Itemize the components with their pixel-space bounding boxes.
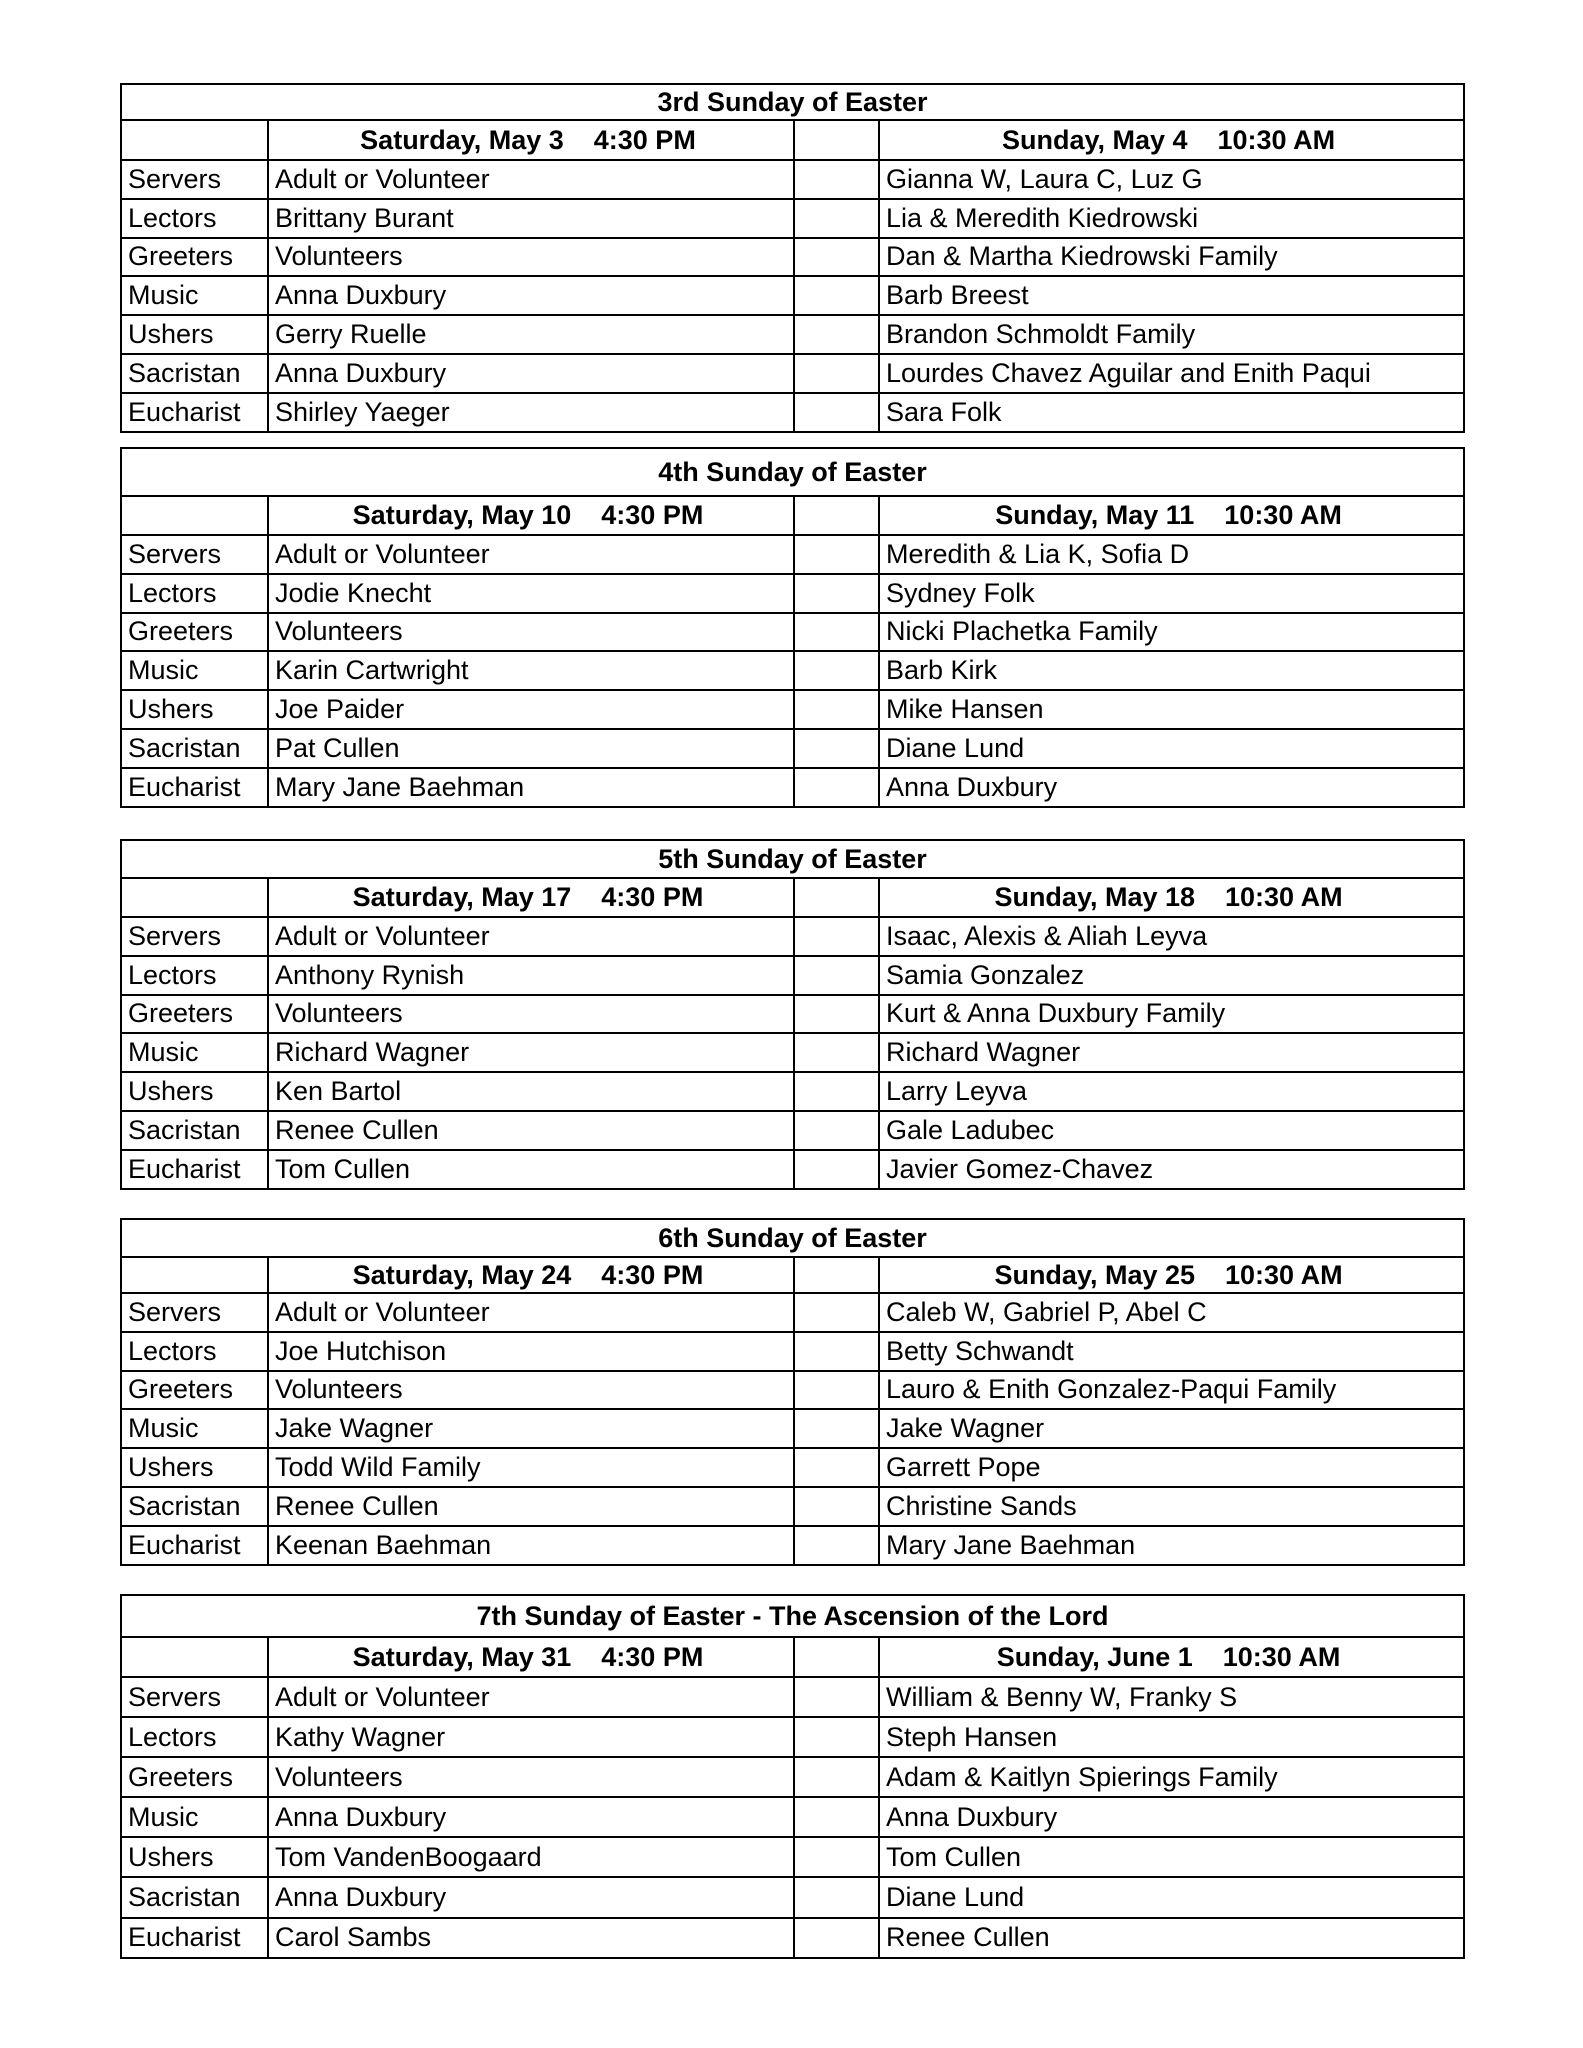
table-row <box>121 315 1464 354</box>
role-label: Sacristan <box>121 1487 268 1526</box>
gap-cell <box>794 238 879 277</box>
schedule-table <box>120 839 1465 1190</box>
gap-cell <box>794 1918 879 1958</box>
role-label: Eucharist <box>121 393 268 432</box>
saturday-assignee: Shirley Yaeger <box>268 393 794 432</box>
saturday-assignee: Karin Cartwright <box>268 651 794 690</box>
week-title: 7th Sunday of Easter - The Ascension of the Lord <box>121 1595 1464 1637</box>
gap-cell <box>794 1526 879 1565</box>
role-label: Sacristan <box>121 1877 268 1917</box>
mass-times-row <box>121 120 1464 160</box>
gap-cell <box>794 1677 879 1717</box>
week-title: 6th Sunday of Easter <box>121 1219 1464 1257</box>
sunday-mass-header <box>879 120 1464 160</box>
sunday-assignee: Nicki Plachetka Family <box>879 613 1464 652</box>
mass-times-row <box>121 1257 1464 1293</box>
table-row <box>121 1409 1464 1448</box>
sunday-date: Sunday, June 1 <box>996 1641 1193 1672</box>
table-row <box>121 613 1464 652</box>
role-label: Greeters <box>121 238 268 277</box>
sunday-time: 10:30 AM <box>1225 1259 1343 1290</box>
gap-cell <box>794 1257 879 1293</box>
role-label: Greeters <box>121 1757 268 1797</box>
role-header-empty <box>121 1257 268 1293</box>
sunday-assignee: Anna Duxbury <box>879 768 1464 807</box>
sunday-assignee: Javier Gomez-Chavez <box>879 1150 1464 1189</box>
role-label: Music <box>121 1797 268 1837</box>
role-label: Eucharist <box>121 1150 268 1189</box>
table-row <box>121 690 1464 729</box>
gap-cell <box>794 1293 879 1332</box>
table-row <box>121 535 1464 574</box>
gap-cell <box>794 1409 879 1448</box>
gap-cell <box>794 354 879 393</box>
saturday-time: 4:30 PM <box>601 1259 704 1290</box>
sunday-assignee: Mary Jane Baehman <box>879 1526 1464 1565</box>
sunday-assignee: Anna Duxbury <box>879 1797 1464 1837</box>
table-row <box>121 1526 1464 1565</box>
schedule-table <box>120 83 1465 433</box>
role-label: Servers <box>121 535 268 574</box>
role-label: Eucharist <box>121 768 268 807</box>
role-label: Lectors <box>121 199 268 238</box>
saturday-mass-header <box>268 878 794 917</box>
gap-cell <box>794 1448 879 1487</box>
week-title-row <box>121 448 1464 496</box>
table-row <box>121 1797 1464 1837</box>
sunday-assignee: Barb Kirk <box>879 651 1464 690</box>
table-row <box>121 1072 1464 1111</box>
saturday-assignee: Adult or Volunteer <box>268 535 794 574</box>
saturday-assignee: Adult or Volunteer <box>268 1293 794 1332</box>
mass-times-row <box>121 1637 1464 1677</box>
table-row <box>121 1033 1464 1072</box>
gap-cell <box>794 613 879 652</box>
saturday-assignee: Jodie Knecht <box>268 574 794 613</box>
saturday-assignee: Volunteers <box>268 613 794 652</box>
sunday-assignee: Renee Cullen <box>879 1918 1464 1958</box>
table-row <box>121 1877 1464 1917</box>
saturday-date: Saturday, May 17 <box>352 882 572 912</box>
table-row <box>121 1837 1464 1877</box>
table-row <box>121 995 1464 1034</box>
role-label: Ushers <box>121 1448 268 1487</box>
saturday-mass-header <box>268 1637 794 1677</box>
sunday-assignee: Isaac, Alexis & Aliah Leyva <box>879 917 1464 956</box>
gap-cell <box>794 393 879 432</box>
sunday-assignee: Mike Hansen <box>879 690 1464 729</box>
role-label: Music <box>121 276 268 315</box>
gap-cell <box>794 729 879 768</box>
week-title-row <box>121 84 1464 120</box>
sunday-assignee: Sara Folk <box>879 393 1464 432</box>
gap-cell <box>794 1717 879 1757</box>
sunday-assignee: Sydney Folk <box>879 574 1464 613</box>
sunday-time: 10:30 AM <box>1217 124 1336 155</box>
saturday-assignee: Renee Cullen <box>268 1111 794 1150</box>
week-title: 3rd Sunday of Easter <box>121 84 1464 120</box>
saturday-mass-header <box>268 496 794 535</box>
gap-cell <box>794 1797 879 1837</box>
gap-cell <box>794 315 879 354</box>
role-label: Lectors <box>121 574 268 613</box>
sunday-assignee: Lia & Meredith Kiedrowski <box>879 199 1464 238</box>
gap-cell <box>794 496 879 535</box>
role-label: Eucharist <box>121 1526 268 1565</box>
saturday-time: 4:30 PM <box>601 882 704 912</box>
table-row <box>121 1371 1464 1410</box>
sunday-assignee: Barb Breest <box>879 276 1464 315</box>
sunday-time: 10:30 AM <box>1222 1641 1341 1672</box>
saturday-assignee: Anna Duxbury <box>268 276 794 315</box>
saturday-assignee: Anna Duxbury <box>268 1797 794 1837</box>
week-title: 4th Sunday of Easter <box>121 448 1464 496</box>
saturday-mass-header <box>268 120 794 160</box>
table-row <box>121 956 1464 995</box>
saturday-assignee: Adult or Volunteer <box>268 1677 794 1717</box>
role-label: Ushers <box>121 690 268 729</box>
table-row <box>121 1111 1464 1150</box>
sunday-date: Sunday, May 25 <box>994 1259 1196 1290</box>
role-label: Music <box>121 1033 268 1072</box>
sunday-assignee: Meredith & Lia K, Sofia D <box>879 535 1464 574</box>
saturday-date: Saturday, May 10 <box>352 500 572 530</box>
saturday-assignee: Todd Wild Family <box>268 1448 794 1487</box>
mass-times-row <box>121 878 1464 917</box>
role-header-empty <box>121 120 268 160</box>
table-row <box>121 1487 1464 1526</box>
sunday-mass-header <box>879 878 1464 917</box>
table-row <box>121 651 1464 690</box>
table-row <box>121 1677 1464 1717</box>
sunday-assignee: Diane Lund <box>879 729 1464 768</box>
saturday-assignee: Anthony Rynish <box>268 956 794 995</box>
sunday-assignee: Richard Wagner <box>879 1033 1464 1072</box>
saturday-assignee: Volunteers <box>268 1757 794 1797</box>
sunday-assignee: Jake Wagner <box>879 1409 1464 1448</box>
sunday-assignee: Steph Hansen <box>879 1717 1464 1757</box>
saturday-date: Saturday, May 24 <box>352 1259 572 1290</box>
table-row <box>121 1448 1464 1487</box>
saturday-assignee: Tom VandenBoogaard <box>268 1837 794 1877</box>
sunday-mass-header <box>879 1257 1464 1293</box>
saturday-assignee: Adult or Volunteer <box>268 160 794 199</box>
gap-cell <box>794 768 879 807</box>
saturday-time: 4:30 PM <box>593 124 696 155</box>
gap-cell <box>794 120 879 160</box>
saturday-assignee: Volunteers <box>268 995 794 1034</box>
role-label: Lectors <box>121 1332 268 1371</box>
gap-cell <box>794 878 879 917</box>
sunday-assignee: Adam & Kaitlyn Spierings Family <box>879 1757 1464 1797</box>
sunday-assignee: Lourdes Chavez Aguilar and Enith Paqui <box>879 354 1464 393</box>
role-label: Ushers <box>121 1072 268 1111</box>
role-header-empty <box>121 878 268 917</box>
table-row <box>121 1757 1464 1797</box>
table-row <box>121 160 1464 199</box>
saturday-assignee: Adult or Volunteer <box>268 917 794 956</box>
role-label: Music <box>121 1409 268 1448</box>
saturday-assignee: Ken Bartol <box>268 1072 794 1111</box>
saturday-assignee: Keenan Baehman <box>268 1526 794 1565</box>
sunday-mass-header <box>879 1637 1464 1677</box>
gap-cell <box>794 199 879 238</box>
table-row <box>121 393 1464 432</box>
table-row <box>121 574 1464 613</box>
sunday-assignee: Christine Sands <box>879 1487 1464 1526</box>
sunday-time: 10:30 AM <box>1225 882 1343 912</box>
table-row <box>121 276 1464 315</box>
role-label: Servers <box>121 160 268 199</box>
sunday-assignee: Kurt & Anna Duxbury Family <box>879 995 1464 1034</box>
saturday-assignee: Joe Paider <box>268 690 794 729</box>
role-label: Servers <box>121 917 268 956</box>
sunday-assignee: Gianna W, Laura C, Luz G <box>879 160 1464 199</box>
sunday-assignee: Caleb W, Gabriel P, Abel C <box>879 1293 1464 1332</box>
table-row <box>121 917 1464 956</box>
role-label: Lectors <box>121 956 268 995</box>
role-label: Sacristan <box>121 1111 268 1150</box>
saturday-mass-header <box>268 1257 794 1293</box>
gap-cell <box>794 535 879 574</box>
gap-cell <box>794 1757 879 1797</box>
saturday-assignee: Kathy Wagner <box>268 1717 794 1757</box>
sunday-assignee: Gale Ladubec <box>879 1111 1464 1150</box>
saturday-date: Saturday, May 3 <box>360 124 564 155</box>
gap-cell <box>794 995 879 1034</box>
sunday-assignee: Tom Cullen <box>879 1837 1464 1877</box>
saturday-assignee: Carol Sambs <box>268 1918 794 1958</box>
saturday-time: 4:30 PM <box>601 1641 704 1672</box>
role-header-empty <box>121 1637 268 1677</box>
week-title-row <box>121 1595 1464 1637</box>
gap-cell <box>794 1487 879 1526</box>
table-row <box>121 1717 1464 1757</box>
gap-cell <box>794 1637 879 1677</box>
week-title-row <box>121 1219 1464 1257</box>
gap-cell <box>794 1371 879 1410</box>
saturday-assignee: Jake Wagner <box>268 1409 794 1448</box>
week-title-row <box>121 840 1464 878</box>
sunday-assignee: Dan & Martha Kiedrowski Family <box>879 238 1464 277</box>
saturday-assignee: Anna Duxbury <box>268 1877 794 1917</box>
role-label: Ushers <box>121 315 268 354</box>
saturday-time: 4:30 PM <box>601 500 704 530</box>
sunday-assignee: Lauro & Enith Gonzalez-Paqui Family <box>879 1371 1464 1410</box>
table-row <box>121 238 1464 277</box>
saturday-assignee: Volunteers <box>268 238 794 277</box>
table-row <box>121 1332 1464 1371</box>
table-row <box>121 199 1464 238</box>
sunday-date: Sunday, May 18 <box>994 882 1196 912</box>
sunday-date: Sunday, May 4 <box>1001 124 1188 155</box>
saturday-assignee: Volunteers <box>268 1371 794 1410</box>
gap-cell <box>794 1877 879 1917</box>
role-label: Ushers <box>121 1837 268 1877</box>
schedule-table <box>120 1594 1465 1959</box>
gap-cell <box>794 574 879 613</box>
saturday-assignee: Brittany Burant <box>268 199 794 238</box>
table-row <box>121 354 1464 393</box>
saturday-assignee: Anna Duxbury <box>268 354 794 393</box>
schedule-table <box>120 1218 1465 1566</box>
role-label: Servers <box>121 1293 268 1332</box>
gap-cell <box>794 917 879 956</box>
saturday-assignee: Mary Jane Baehman <box>268 768 794 807</box>
role-label: Sacristan <box>121 729 268 768</box>
sunday-assignee: Larry Leyva <box>879 1072 1464 1111</box>
table-row <box>121 1293 1464 1332</box>
sunday-date: Sunday, May 11 <box>995 500 1195 530</box>
sunday-assignee: Diane Lund <box>879 1877 1464 1917</box>
saturday-assignee: Tom Cullen <box>268 1150 794 1189</box>
role-label: Sacristan <box>121 354 268 393</box>
saturday-assignee: Richard Wagner <box>268 1033 794 1072</box>
sunday-assignee: Betty Schwandt <box>879 1332 1464 1371</box>
sunday-mass-header <box>879 496 1464 535</box>
sunday-assignee: Brandon Schmoldt Family <box>879 315 1464 354</box>
role-label: Greeters <box>121 995 268 1034</box>
sunday-time: 10:30 AM <box>1224 500 1342 530</box>
sunday-assignee: Samia Gonzalez <box>879 956 1464 995</box>
week-title: 5th Sunday of Easter <box>121 840 1464 878</box>
role-label: Music <box>121 651 268 690</box>
gap-cell <box>794 1072 879 1111</box>
table-row <box>121 768 1464 807</box>
gap-cell <box>794 160 879 199</box>
role-label: Greeters <box>121 613 268 652</box>
gap-cell <box>794 276 879 315</box>
mass-times-row <box>121 496 1464 535</box>
saturday-assignee: Gerry Ruelle <box>268 315 794 354</box>
role-label: Eucharist <box>121 1918 268 1958</box>
table-row <box>121 1150 1464 1189</box>
gap-cell <box>794 1837 879 1877</box>
gap-cell <box>794 1033 879 1072</box>
gap-cell <box>794 1332 879 1371</box>
saturday-assignee: Joe Hutchison <box>268 1332 794 1371</box>
role-label: Greeters <box>121 1371 268 1410</box>
role-label: Servers <box>121 1677 268 1717</box>
schedule-table <box>120 447 1465 808</box>
saturday-date: Saturday, May 31 <box>352 1641 572 1672</box>
gap-cell <box>794 1150 879 1189</box>
saturday-assignee: Renee Cullen <box>268 1487 794 1526</box>
gap-cell <box>794 651 879 690</box>
saturday-assignee: Pat Cullen <box>268 729 794 768</box>
gap-cell <box>794 1111 879 1150</box>
gap-cell <box>794 690 879 729</box>
sunday-assignee: William & Benny W, Franky S <box>879 1677 1464 1717</box>
role-label: Lectors <box>121 1717 268 1757</box>
role-header-empty <box>121 496 268 535</box>
gap-cell <box>794 956 879 995</box>
sunday-assignee: Garrett Pope <box>879 1448 1464 1487</box>
table-row <box>121 1918 1464 1958</box>
table-row <box>121 729 1464 768</box>
